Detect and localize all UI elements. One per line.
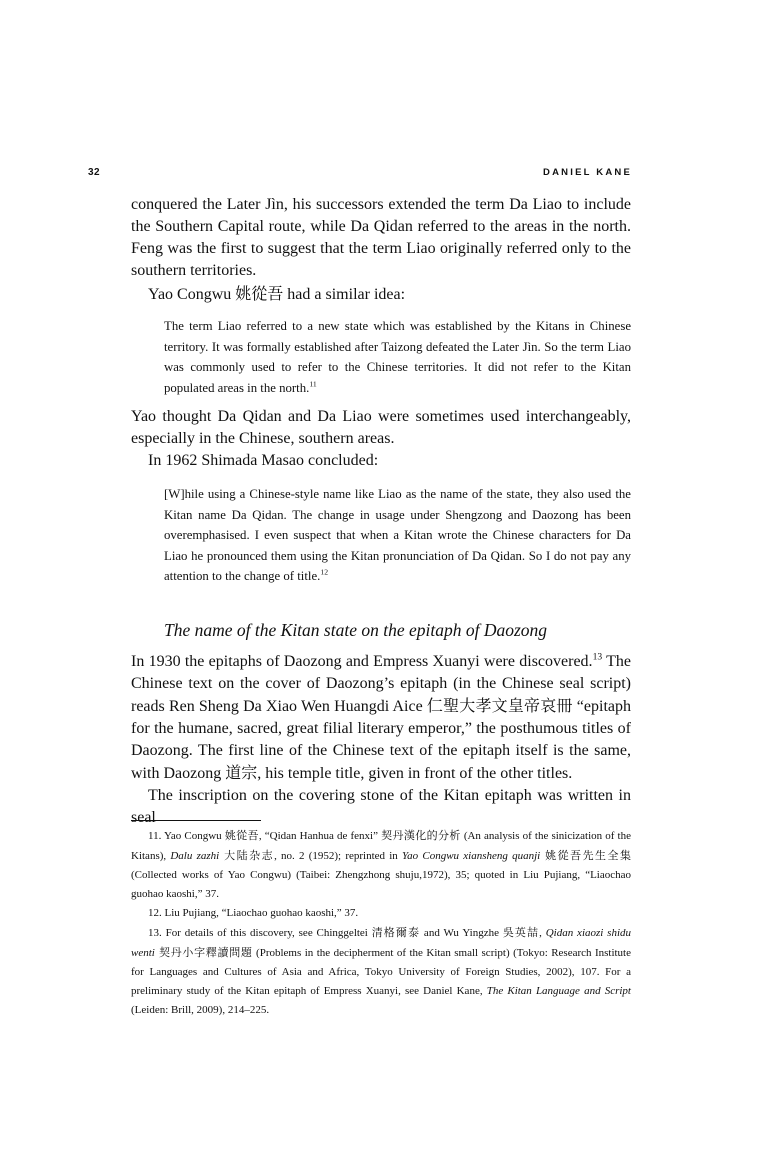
fn11-hanzi-1: 姚從吾 [224, 829, 259, 842]
paragraph-5 [131, 651, 631, 829]
fn11-b: , “Qidan Hanhua de fenxi” [258, 830, 382, 842]
footnote-12 [131, 904, 631, 923]
block-quote-1-text: The term Liao referred to a new state which was established by the Kitans in Chinese territory. It was formally established after Taizong defeated the Later Jìn. So the term Liao was commonly used to refer to the Chinese territories. It did not refer to the Kitan populated areas in the north. [164, 319, 631, 395]
fn13-hanzi-2: 吳英喆 [502, 926, 540, 939]
para5-text-c: “epitaph for the humane, sacred, great filial literary emperor,” the posthumous titles of Daozong. The first line of the Chinese text of the epitaph itself is the same, with Daozong [131, 698, 631, 782]
paragraph-1-text: conquered the Later Jìn, his successors extended the term Da Liao to include the Southern Capital route, while Da Qidan referred to the areas in the north. Feng was the first to suggest that the term Liao originally referred only to the southern territories. [131, 196, 631, 279]
footnote-rule [131, 820, 261, 821]
footnotes [131, 826, 631, 1020]
note-ref-12[interactable]: 12 [320, 567, 329, 577]
fn11-d: , no. 2 (1952); reprinted in [274, 850, 403, 862]
daozong-hanzi: 道宗 [225, 763, 258, 782]
page-number: 32 [88, 167, 101, 178]
paragraph-3 [131, 406, 631, 472]
footnote-13-number: 13. [148, 927, 162, 939]
fn13-italic-1: Qidan xiaozi shidu wenti [131, 927, 632, 959]
paragraph-2-text [131, 283, 631, 306]
fn13-d: (Problems in the decipherment of the Kitan small script) (Tokyo: Research Institute for Languages and Cultures of Asia and Africa, Tokyo University of Foreign Studies, 2002), 107. For a preliminary study of the Kitan epitaph of Empress Xuanyi, see Daniel Kane, [131, 947, 631, 997]
paragraph-2 [131, 283, 631, 306]
fn13-e: (Leiden: Brill, 2009), 214–225. [131, 1004, 270, 1016]
para2-text-a: Yao Congwu [148, 286, 236, 303]
epitaph-title-hanzi: 仁聖大孝文皇帝哀冊 [426, 696, 573, 715]
note-ref-11[interactable]: 11 [309, 379, 317, 389]
para2-text-b: had a similar idea: [283, 286, 406, 303]
fn11-hanzi-2: 契丹漢化的分析 [381, 829, 461, 842]
block-quote-2 [164, 484, 631, 587]
fn13-hanzi-1: 清格爾泰 [371, 926, 421, 939]
yao-congwu-hanzi: 姚從吾 [235, 284, 284, 303]
paragraph-1 [131, 194, 631, 282]
paragraph-6-text: The inscription on the covering stone of the Kitan epitaph was written in seal [131, 787, 631, 826]
footnote-13 [131, 923, 631, 1020]
fn13-hanzi-3: 契丹小字釋讀問題 [154, 946, 253, 959]
paragraph-4-text: In 1962 Shimada Masao concluded: [148, 452, 379, 469]
paragraph-5-text [131, 651, 631, 785]
block-quote-2-text: [W]hile using a Chinese-style name like Liao as the name of the state, they also used the Kitan name Da Qidan. The change in usage under Shengzong and Daozong has been overemphasised. I even suspect that when a Kitan wrote the Chinese characters for Da Liao he pronounced them using the Kitan pronunciation of Da Qidan. So I do not pay any attention to the change of title. [164, 487, 631, 583]
footnote-11-number: 11. [148, 830, 162, 842]
para5-text-b: The Chinese text on the cover of Daozong’s epitaph (in the Chinese seal script) reads Ren Sheng Da Xiao Wen Huangdi Aice [131, 653, 631, 715]
note-ref-13[interactable]: 13 [592, 651, 603, 663]
fn11-italic-1: Dalu zazhi [170, 850, 220, 862]
fn11-e: (Collected works of Yao Congwu) (Taibei: Zhengzhong shuju,1972), 35; quoted in Liu Pujiang, “Liaochao guohao kaoshi,” 37. [131, 869, 631, 900]
para5-text-d: , his temple title, given in front of the other titles. [257, 765, 573, 782]
fn11-hanzi-4: 姚從吾先生全集 [540, 849, 631, 862]
fn12-text: Liu Pujiang, “Liaochao guohao kaoshi,” 37. [161, 907, 359, 919]
fn13-a: For details of this discovery, see Chinggeltei [161, 927, 372, 939]
fn11-a: Yao Congwu [161, 830, 225, 842]
fn11-hanzi-3: 大陆杂志 [219, 849, 275, 862]
paragraph-3-text: Yao thought Da Qidan and Da Liao were sometimes used interchangeably, especially in the Chinese, southern areas. [131, 408, 631, 447]
footnote-12-number: 12. [148, 907, 162, 919]
section-heading: The name of the Kitan state on the epitaph of Daozong [164, 620, 548, 640]
fn13-b: and Wu Yingzhe [420, 927, 503, 939]
fn13-italic-2: The Kitan Language and Script [486, 985, 631, 997]
fn11-c: (An analysis of the sinicization of the Kitans), [131, 830, 631, 862]
running-head-author: DANIEL KANE [543, 167, 632, 178]
fn13-c: , [539, 927, 546, 939]
block-quote-1 [164, 316, 631, 398]
fn11-italic-2: Yao Congwu xiansheng quanji [402, 850, 541, 862]
para5-text-a: In 1930 the epitaphs of Daozong and Empress Xuanyi were discovered. [131, 653, 593, 670]
footnote-11 [131, 826, 631, 904]
